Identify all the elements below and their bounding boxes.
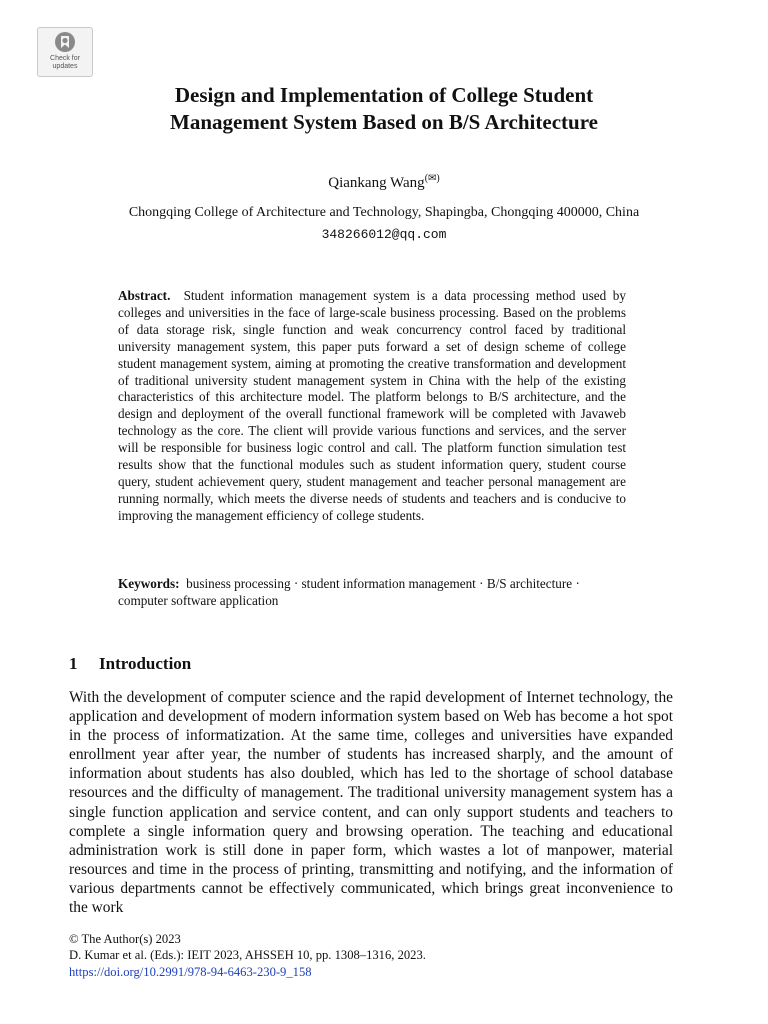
author-line: [0, 173, 768, 192]
section-title: Introduction: [99, 654, 192, 673]
abstract-text: Student information management system is a data processing method used by colleges and universities in the face of large-scale business processing. Based on the problems of data storage risk, single function and weak concurrency control faced by traditional university management system, this paper puts forward a set of design scheme of college student management system, aiming at promoting the creative transformation and development of traditional university student management system in China with the help of the existing characteristics of this architecture model. The platform belongs to B/S architecture, and the design and deployment of the overall functional framework will be completed with Javaweb technology as the core. The client will provide various functions and services, and the server will be responsible for business logic control and call. The platform function simulation test results show that the functional modules such as student information query, student course query, student achievement query, student management and teacher personal management are running normally, which meets the diverse needs of students and teachers and is conducive to improving the management efficiency of college students.: [118, 288, 626, 523]
badge-label: [50, 55, 80, 71]
paper-title: [0, 82, 768, 136]
intro-paragraph: With the development of computer science and the rapid development of Internet technology, the application and development of modern information system based on Web has become a hot spot in the process of informatization. At the same time, colleges and universities have expanded enrollment year after year, the number of students has increased sharply, and the amount of information about students has also doubled, which has led to the shortage of school database resources and the difficulty of management. The traditional university management system has a single function application and service content, and can only support students and teachers to complete a single information query and browsing operation. The teaching and educational administration work is still done in paper form, which wastes a lot of manpower, material resources and time in the process of printing, transmitting and notifying, and the information of various departments cannot be effectively communicated, which brings great inconvenience to the work: [69, 689, 673, 917]
section-heading: [69, 654, 191, 674]
paper-title-line2: Management System Based on B/S Architecture: [170, 110, 598, 134]
keywords: [118, 575, 626, 609]
check-for-updates-badge[interactable]: [37, 27, 93, 77]
author-name: Qiankang Wang: [328, 175, 425, 191]
author-contact-marker[interactable]: (✉): [424, 173, 440, 184]
affiliation: Chongqing College of Architecture and Technology, Shapingba, Chongqing 400000, China: [128, 205, 640, 220]
keywords-text: business processing · student information management · B/S architecture · computer software application: [118, 576, 580, 608]
section-number: 1: [69, 654, 78, 673]
badge-label-line1: Check for: [50, 55, 80, 62]
footer: [69, 931, 426, 980]
copyright-line: © The Author(s) 2023: [69, 932, 181, 946]
citation-line: D. Kumar et al. (Eds.): IEIT 2023, AHSSEH 10, pp. 1308–1316, 2023.: [69, 948, 426, 963]
keywords-label: Keywords:: [118, 576, 180, 591]
abstract: [118, 288, 626, 525]
check-for-updates-icon: [54, 31, 76, 53]
abstract-label: Abstract.: [118, 288, 171, 303]
badge-label-line2: updates: [52, 63, 78, 70]
doi-link[interactable]: https://doi.org/10.2991/978-94-6463-230-9_158: [69, 964, 312, 979]
author-email[interactable]: 348266012@qq.com: [321, 227, 447, 242]
paper-title-line1: Design and Implementation of College Student: [174, 83, 594, 107]
